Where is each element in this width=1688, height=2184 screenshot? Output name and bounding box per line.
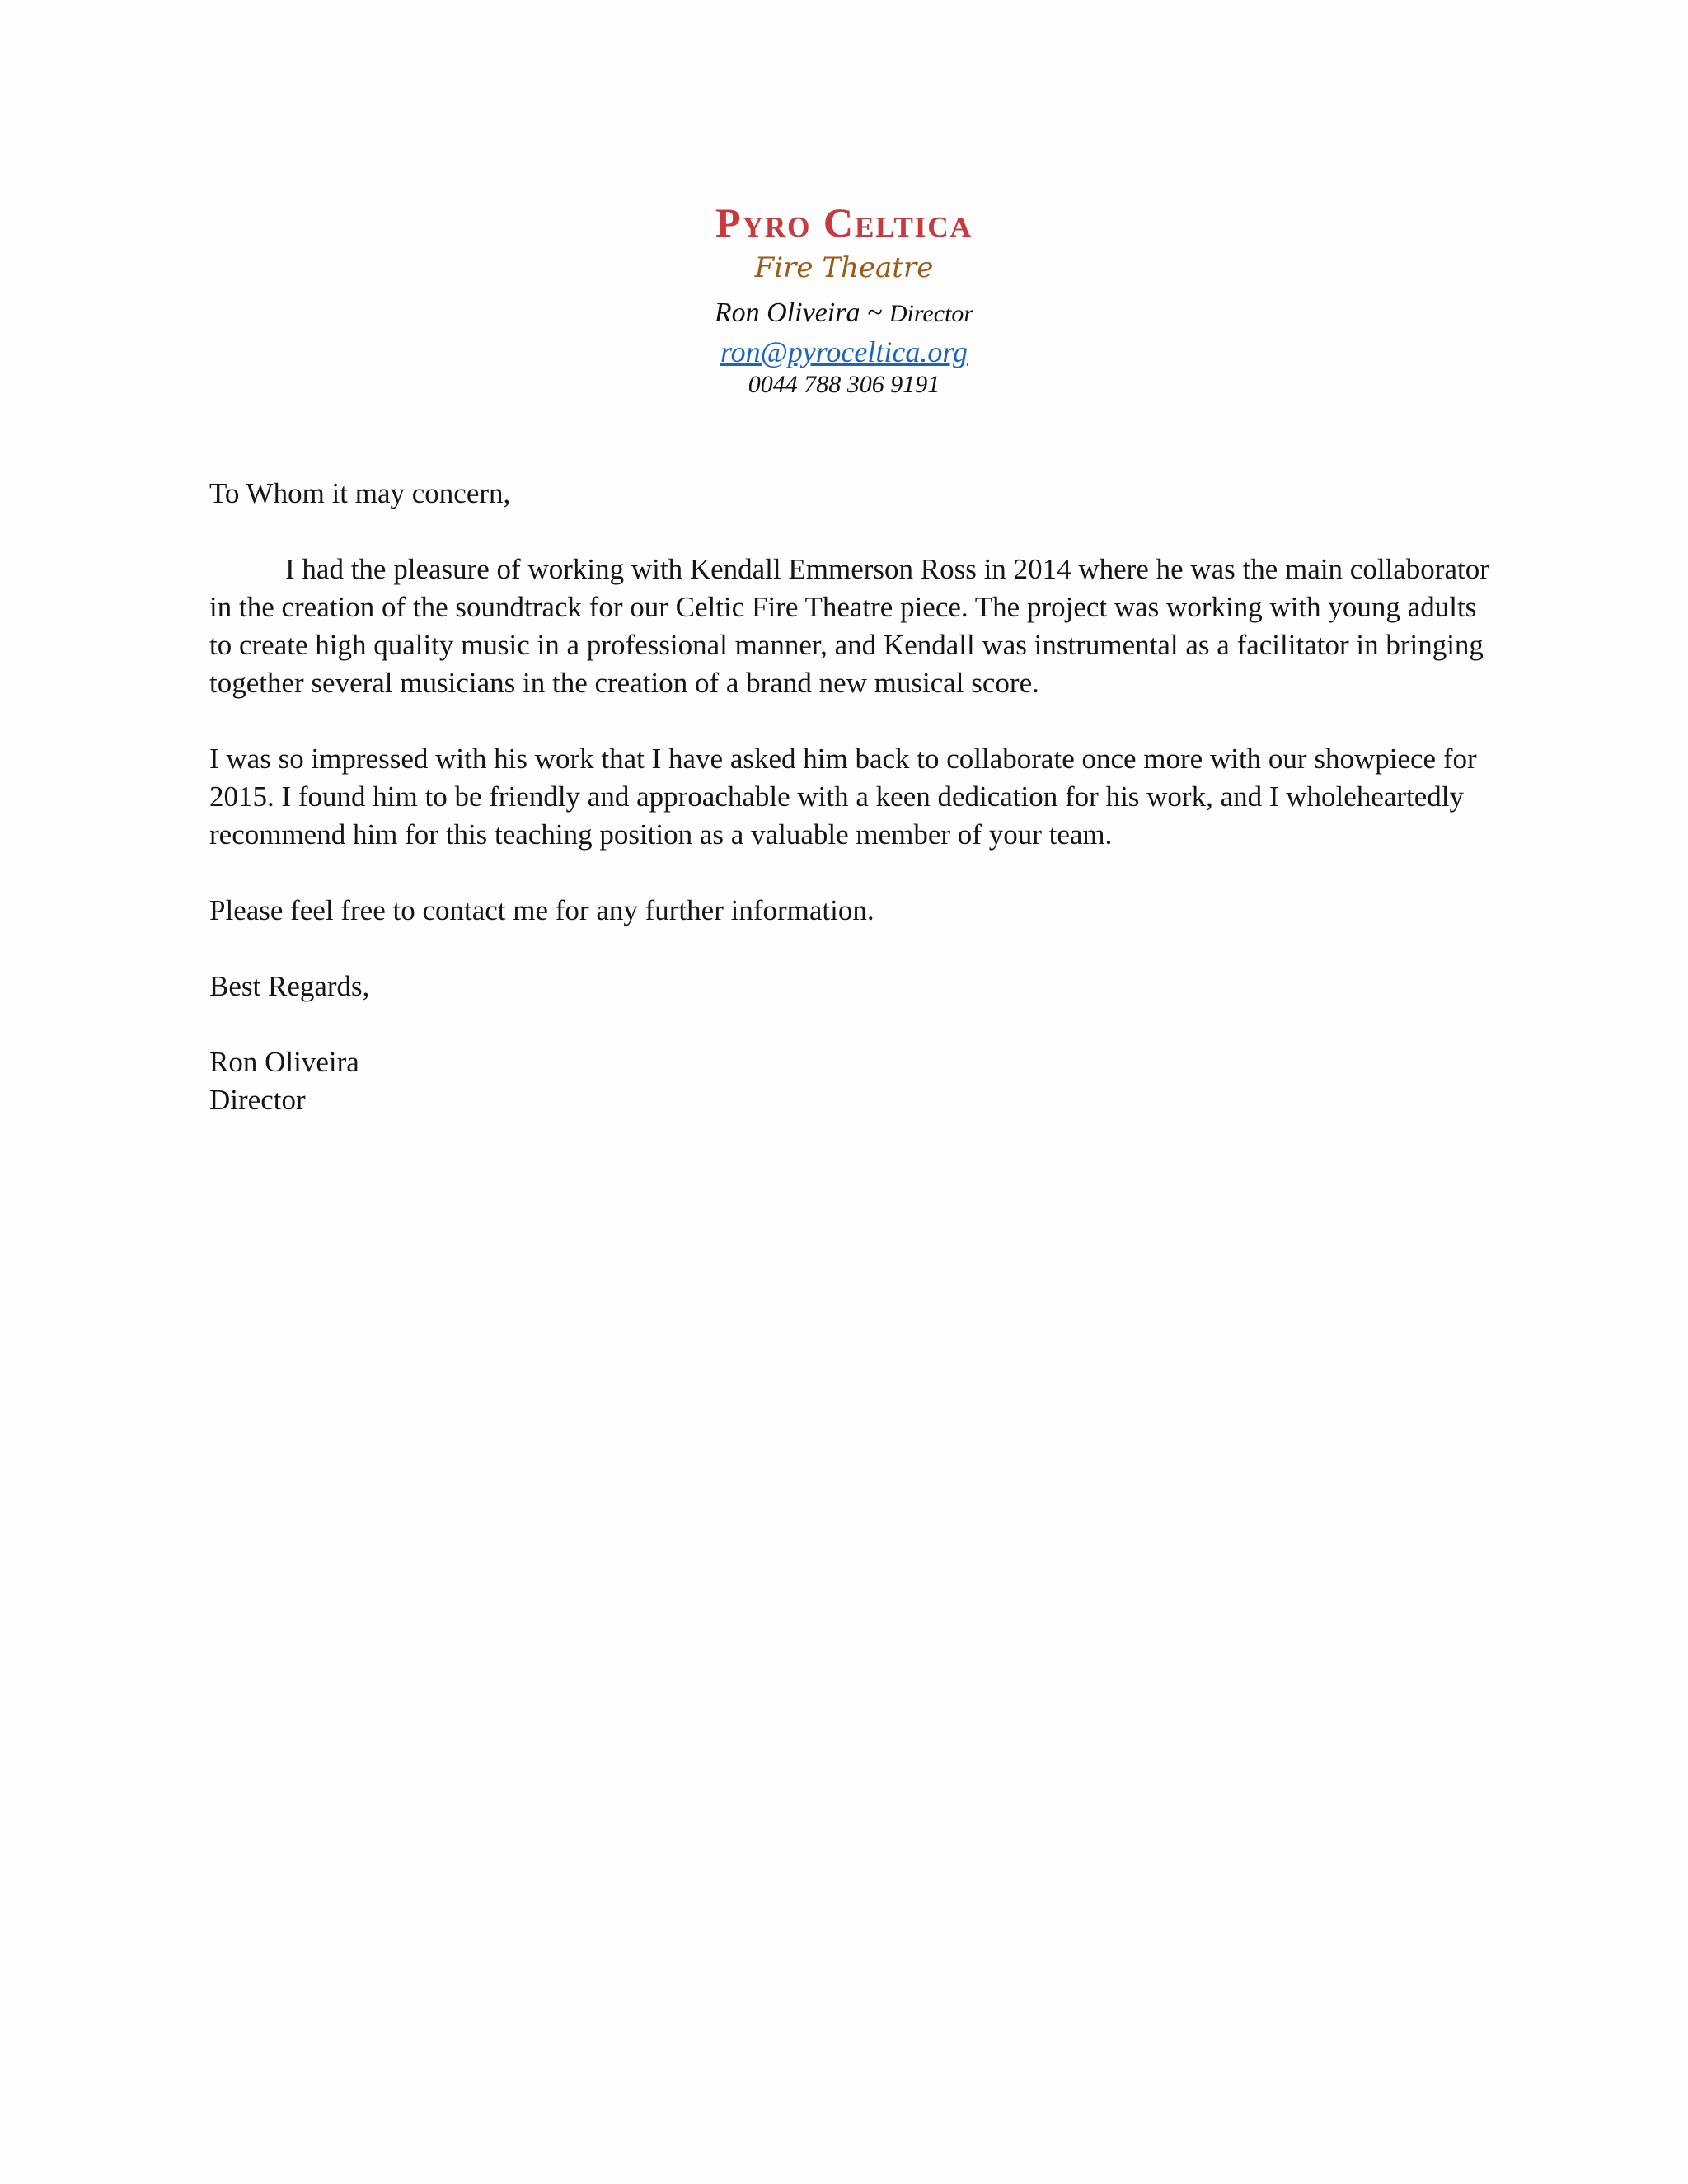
signer-name: Ron Oliveira <box>209 1046 359 1078</box>
salutation: To Whom it may concern, <box>209 477 511 509</box>
director-line <box>0 295 1688 332</box>
letterhead <box>0 198 1688 400</box>
paragraph-2: I was so impressed with his work that I have asked him back to collaborate once more with our showpiece for 2015. I found him to be friendly and approachable with a keen dedication for his work, and I wholeheartedly recommend him for this teaching position as a valuable member of your team. <box>209 743 1477 851</box>
signer-title: Director <box>209 1084 306 1116</box>
director-role: Director <box>889 300 974 327</box>
organization-subtitle: Fire Theatre <box>754 251 934 284</box>
paragraph-1: I had the pleasure of working with Kendall Emmerson Ross in 2014 where he was the main collaborator in the creation of the soundtrack for our Celtic Fire Theatre piece. The project was working with young adults to create high quality music in a professional manner, and Kendall was instrumental as a facilitator in bringing together several musicians in the creation of a brand new musical score. <box>209 553 1489 699</box>
email-link[interactable]: ron@pyroceltica.org <box>720 335 968 368</box>
letter-body <box>209 475 1495 1119</box>
paragraph-3: Please feel free to contact me for any further information. <box>209 894 874 926</box>
sign-off: Best Regards, <box>209 970 370 1002</box>
organization-name: Pyro Celtica <box>715 199 973 246</box>
director-name: Ron Oliveira ~ <box>714 298 889 328</box>
phone-number: 0044 788 306 9191 <box>748 371 940 398</box>
